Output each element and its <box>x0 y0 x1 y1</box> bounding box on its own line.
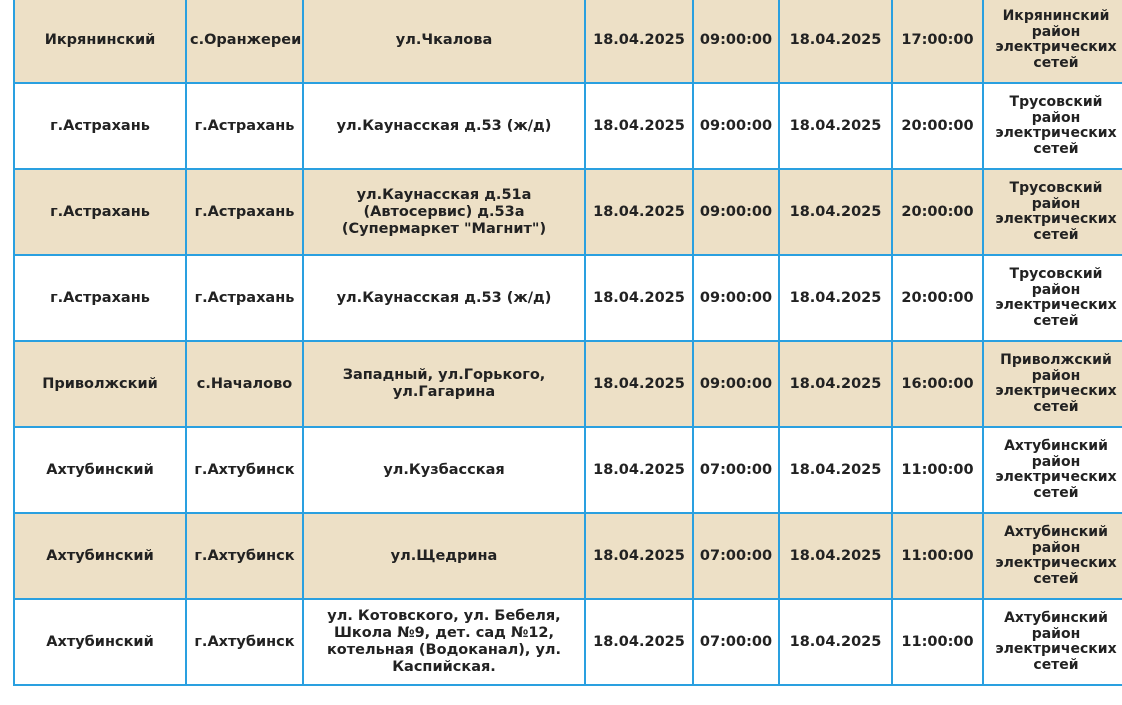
locality-cell: г.Астрахань <box>186 169 303 255</box>
end-date-cell: 18.04.2025 <box>779 341 892 427</box>
department-cell: Трусовский район электрических сетей <box>983 255 1122 341</box>
end-date-cell: 18.04.2025 <box>779 513 892 599</box>
locality-cell: г.Астрахань <box>186 255 303 341</box>
address-cell: ул.Кузбасская <box>303 427 585 513</box>
locality-cell: г.Ахтубинск <box>186 513 303 599</box>
district-cell: Ахтубинский <box>14 513 186 599</box>
start-time-cell: 09:00:00 <box>693 255 779 341</box>
end-time-cell: 11:00:00 <box>892 513 983 599</box>
department-cell: Ахтубинский район электрических сетей <box>983 599 1122 685</box>
table-row <box>14 169 1122 255</box>
department-cell: Приволжский район электрических сетей <box>983 341 1122 427</box>
end-date-cell: 18.04.2025 <box>779 599 892 685</box>
department-cell: Трусовский район электрических сетей <box>983 83 1122 169</box>
start-time-cell: 09:00:00 <box>693 83 779 169</box>
district-cell: г.Астрахань <box>14 169 186 255</box>
end-time-cell: 20:00:00 <box>892 169 983 255</box>
locality-cell: г.Ахтубинск <box>186 427 303 513</box>
start-date-cell: 18.04.2025 <box>585 341 693 427</box>
table-row <box>14 513 1122 599</box>
locality-cell: с.Оранжереи <box>186 0 303 83</box>
department-cell: Икрянинский район электрических сетей <box>983 0 1122 83</box>
department-cell: Ахтубинский район электрических сетей <box>983 513 1122 599</box>
outage-schedule-table <box>13 0 1122 686</box>
district-cell: Ахтубинский <box>14 427 186 513</box>
end-time-cell: 16:00:00 <box>892 341 983 427</box>
table-row <box>14 83 1122 169</box>
start-date-cell: 18.04.2025 <box>585 513 693 599</box>
address-cell: ул.Щедрина <box>303 513 585 599</box>
table-row <box>14 341 1122 427</box>
address-cell: Западный, ул.Горького, ул.Гагарина <box>303 341 585 427</box>
start-date-cell: 18.04.2025 <box>585 599 693 685</box>
end-time-cell: 20:00:00 <box>892 255 983 341</box>
locality-cell: г.Астрахань <box>186 83 303 169</box>
end-date-cell: 18.04.2025 <box>779 169 892 255</box>
district-cell: г.Астрахань <box>14 255 186 341</box>
address-cell: ул.Каунасская д.51а (Автосервис) д.53а (Супермаркет "Магнит") <box>303 169 585 255</box>
district-cell: Ахтубинский <box>14 599 186 685</box>
end-date-cell: 18.04.2025 <box>779 255 892 341</box>
address-cell: ул.Каунасская д.53 (ж/д) <box>303 255 585 341</box>
address-cell: ул.Каунасская д.53 (ж/д) <box>303 83 585 169</box>
district-cell: Приволжский <box>14 341 186 427</box>
start-date-cell: 18.04.2025 <box>585 427 693 513</box>
end-date-cell: 18.04.2025 <box>779 83 892 169</box>
department-cell: Ахтубинский район электрических сетей <box>983 427 1122 513</box>
end-time-cell: 20:00:00 <box>892 83 983 169</box>
district-cell: г.Астрахань <box>14 83 186 169</box>
address-cell: ул.Чкалова <box>303 0 585 83</box>
start-time-cell: 07:00:00 <box>693 513 779 599</box>
start-time-cell: 09:00:00 <box>693 169 779 255</box>
table-row <box>14 599 1122 685</box>
start-time-cell: 07:00:00 <box>693 599 779 685</box>
table-row <box>14 0 1122 83</box>
table-row <box>14 427 1122 513</box>
end-time-cell: 11:00:00 <box>892 599 983 685</box>
end-time-cell: 11:00:00 <box>892 427 983 513</box>
department-cell: Трусовский район электрических сетей <box>983 169 1122 255</box>
end-date-cell: 18.04.2025 <box>779 427 892 513</box>
start-date-cell: 18.04.2025 <box>585 255 693 341</box>
table-body <box>14 0 1122 685</box>
start-date-cell: 18.04.2025 <box>585 83 693 169</box>
start-time-cell: 09:00:00 <box>693 0 779 83</box>
start-date-cell: 18.04.2025 <box>585 0 693 83</box>
table-row <box>14 255 1122 341</box>
end-time-cell: 17:00:00 <box>892 0 983 83</box>
address-cell: ул. Котовского, ул. Бебеля, Школа №9, дет. сад №12, котельная (Водоканал), ул. Каспийская. <box>303 599 585 685</box>
district-cell: Икрянинский <box>14 0 186 83</box>
start-time-cell: 09:00:00 <box>693 341 779 427</box>
start-time-cell: 07:00:00 <box>693 427 779 513</box>
locality-cell: г.Ахтубинск <box>186 599 303 685</box>
end-date-cell: 18.04.2025 <box>779 0 892 83</box>
start-date-cell: 18.04.2025 <box>585 169 693 255</box>
locality-cell: с.Началово <box>186 341 303 427</box>
